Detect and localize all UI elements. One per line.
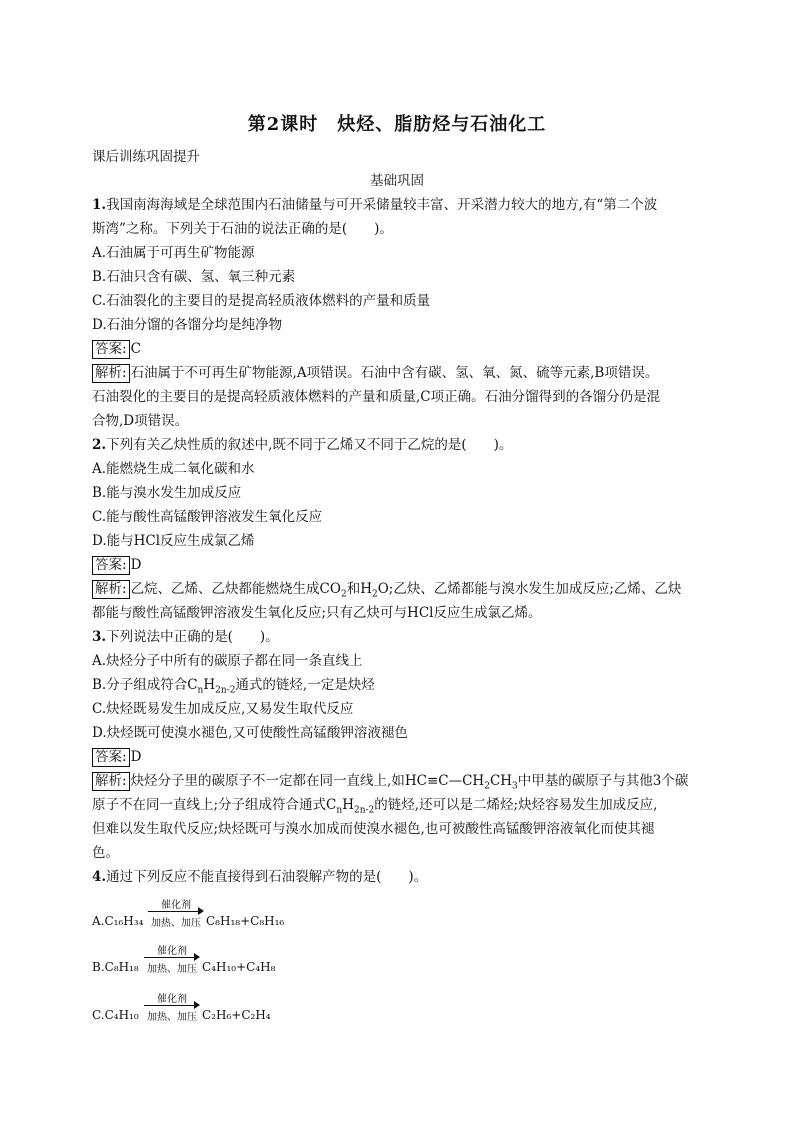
q4-stem (92, 866, 427, 888)
q3-option-a: A.炔烃分子中所有的碳原子都在同一条直线上 (92, 653, 363, 669)
q3-analysis-line4: 色。 (92, 845, 119, 861)
q3-option-b-h: H (203, 677, 216, 693)
q2-analysis-line2: 都能与酸性高锰酸钾溶液发生氧化反应;只有乙炔可与HCl反应生成氯乙烯。 (92, 605, 542, 621)
q4-stem-text: 通过下列反应不能直接得到石油裂解产物的是( )。 (106, 869, 428, 885)
answer-label: 答案: (92, 556, 130, 575)
q2-answer-value: D (130, 557, 142, 573)
reactant-formula: C₈H₁₈ (104, 960, 139, 974)
analysis-label: 解析: (92, 772, 130, 791)
q1-stem-line1 (92, 194, 657, 216)
subscript: 2 (371, 589, 378, 600)
reaction-product: C₈H₁₈+C₈H₁₆ (206, 914, 285, 928)
q4-option-a-reaction (92, 896, 292, 936)
section-heading: 课后训练巩固提升 (92, 149, 200, 165)
reaction-reactant (92, 960, 139, 974)
analysis-label: 解析: (92, 580, 130, 599)
reaction-arrow (144, 942, 200, 982)
q1-answer (92, 338, 141, 360)
subscript: n (336, 805, 343, 816)
q1-number: 1. (92, 197, 107, 213)
reaction-catalyst: 催化剂 (157, 946, 187, 957)
q1-option-b: B.石油只含有碳、氢、氧三种元素 (92, 269, 296, 285)
reaction-reactant (92, 1008, 139, 1022)
arrow-shaft (148, 911, 200, 912)
subsection-heading: 基础巩固 (370, 173, 424, 189)
analysis-label: 解析: (92, 364, 130, 383)
q4-number: 4. (92, 869, 107, 885)
q2-option-b: B.能与溴水发生加成反应 (92, 485, 242, 501)
subscript: 2n-2 (215, 685, 236, 696)
q1-stem-text1: 我国南海海域是全球范围内石油储量与可开采储量较丰富、开采潜力较大的地方,有“第二个波 (106, 197, 658, 213)
reaction-product: C₄H₁₀+C₄H₈ (202, 960, 276, 974)
q2-number: 2. (92, 437, 107, 453)
q1-answer-value: C (130, 341, 141, 357)
q1-option-d: D.石油分馏的各馏分均是纯净物 (92, 317, 283, 333)
answer-label: 答案: (92, 748, 130, 767)
q3-analysis-text2c: 的链烃,还可以是二烯烃;炔烃容易发生加成反应, (374, 797, 658, 813)
q2-stem-text: 下列有关乙炔性质的叙述中,既不同于乙烯又不同于乙烷的是( )。 (106, 437, 513, 453)
answer-label: 答案: (92, 340, 130, 359)
reactant-formula: C₁₆H₃₄ (104, 914, 144, 928)
q1-analysis-line2: 石油裂化的主要目的是提高轻质液体燃料的产量和质量,C项正确。石油分馏得到的各馏分仍是混 (92, 389, 661, 405)
subscript: n (197, 685, 204, 696)
option-label: B. (92, 960, 105, 974)
q2-stem (92, 434, 512, 456)
q2-analysis-text1c: O;乙炔、乙烯都能与溴水发生加成反应;乙烯、乙炔 (377, 581, 682, 597)
reaction-reactant (92, 914, 143, 928)
q3-answer-value: D (130, 749, 142, 765)
q3-option-b-pre: B.分子组成符合C (92, 677, 198, 693)
q2-option-d: D.能与HCl反应生成氯乙烯 (92, 533, 255, 549)
option-label: A. (92, 914, 105, 928)
q2-analysis-text1b: 和H (346, 581, 372, 597)
reactant-formula: C₄H₁₀ (104, 1008, 139, 1022)
q3-option-d: D.炔烃既可使溴水褪色,又可使酸性高锰酸钾溶液褪色 (92, 725, 408, 741)
q3-analysis-text2b: H (342, 797, 354, 813)
q3-stem-text: 下列说法中正确的是( )。 (106, 629, 279, 645)
q1-analysis-line1 (92, 362, 658, 384)
q3-analysis-line3: 但难以发生取代反应;炔烃既可与溴水加成而使溴水褪色,也可被酸性高锰酸钾溶液氧化而使其褪 (92, 821, 655, 837)
q2-option-c: C.能与酸性高锰酸钾溶液发生氧化反应 (92, 509, 323, 525)
reaction-arrow (148, 896, 204, 936)
option-label: C. (92, 1008, 105, 1022)
q1-option-a: A.石油属于可再生矿物能源 (92, 245, 255, 261)
q3-analysis-text1c: 中甲基的碳原子与其他3个碳 (517, 773, 689, 789)
q1-analysis-text1: 石油属于不可再生矿物能源,A项错误。石油中含有碳、氢、氧、氮、硫等元素,B项错误。 (130, 365, 659, 381)
subscript: 2n-2 (353, 805, 375, 816)
subscript: 3 (512, 781, 518, 792)
q3-option-b-post: 通式的链烃,一定是炔烃 (235, 677, 375, 693)
q1-stem-line2: 斯湾”之称。下列关于石油的说法正确的是( )。 (92, 221, 393, 237)
arrow-shaft (144, 957, 196, 958)
q3-number: 3. (92, 629, 107, 645)
reaction-arrow (144, 990, 200, 1030)
reaction-condition: 加热、加压 (147, 1012, 197, 1023)
reaction-condition: 加热、加压 (147, 964, 197, 975)
q4-option-b-reaction (92, 942, 292, 982)
q3-answer (92, 746, 141, 768)
q3-option-c: C.炔烃既易发生加成反应,又易发生取代反应 (92, 701, 354, 717)
subscript: 2 (484, 781, 490, 792)
reaction-condition: 加热、加压 (151, 918, 201, 929)
q4-option-c-reaction (92, 990, 292, 1030)
arrow-shaft (144, 1005, 196, 1006)
q3-analysis-text1a: 炔烃分子里的碳原子不一定都在同一直线上,如HC≡C—CH (130, 773, 485, 789)
reaction-product: C₂H₆+C₂H₄ (202, 1008, 271, 1022)
q1-option-c: C.石油裂化的主要目的是提高轻质液体燃料的产量和质量 (92, 293, 431, 309)
subscript: 2 (340, 589, 347, 600)
page-title: 第2课时 炔烃、脂肪烃与石油化工 (247, 114, 547, 135)
q2-analysis-text1a: 乙烷、乙烯、乙炔都能燃烧生成CO (130, 581, 341, 597)
reaction-catalyst: 催化剂 (161, 900, 191, 911)
q3-analysis-text2a: 原子不在同一直线上;分子组成符合通式C (92, 797, 337, 813)
q3-stem (92, 626, 279, 648)
q2-option-a: A.能燃烧生成二氧化碳和水 (92, 461, 255, 477)
q2-answer (92, 554, 141, 576)
reaction-catalyst: 催化剂 (157, 994, 187, 1005)
q3-analysis-text1b: CH (489, 773, 513, 789)
q1-analysis-line3: 合物,D项错误。 (92, 413, 189, 429)
